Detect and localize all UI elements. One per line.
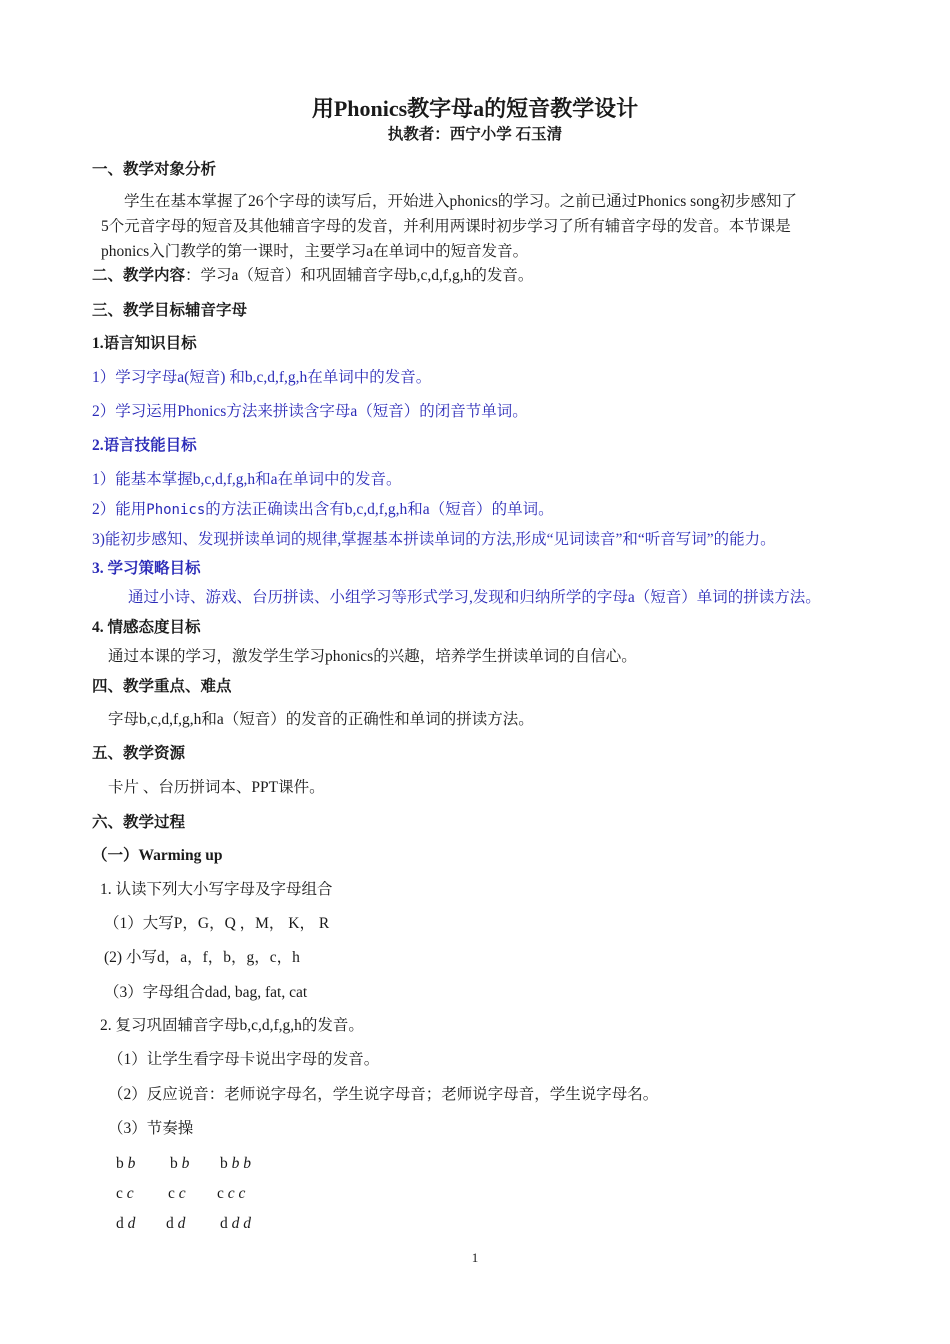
- section-2-text: ：学习a（短音）和巩固辅音字母b,c,d,f,g,h的发音。: [185, 267, 534, 284]
- chant-letter: d d d: [220, 1215, 251, 1232]
- process-subitem: （3）字母组合dad, bag, fat, cat: [104, 984, 308, 1001]
- section-heading-1: 一、教学对象分析: [92, 161, 217, 178]
- goal-item: 2）学习运用Phonics方法来拼读含字母a（短音）的闭音节单词。: [92, 403, 528, 420]
- goal-heading-skills: 2.语言技能目标: [92, 437, 197, 454]
- process-subitem: （3）节奏操: [108, 1120, 194, 1137]
- section-heading-5: 五、教学资源: [92, 745, 186, 762]
- process-subitem: （2）反应说音：老师说字母名，学生说字母音；老师说字母音，学生说字母名。: [108, 1086, 659, 1103]
- section-heading-2: 二、教学内容: [92, 267, 186, 284]
- chant-letter: c c: [168, 1185, 186, 1202]
- goal-heading-strategy: 3. 学习策略目标: [92, 560, 201, 577]
- chant-letter: d d: [166, 1215, 186, 1232]
- goal-item: [92, 500, 554, 520]
- paragraph-line: phonics入门教学的第一课时，主要学习a在单词中的短音发音。: [101, 243, 529, 260]
- section-4-text: 字母b,c,d,f,g,h和a（短音）的发音的正确性和单词的拼读方法。: [108, 711, 534, 728]
- section-5-text: 卡片 、台历拼词本、PPT课件。: [108, 779, 325, 796]
- goal-heading-attitude: 4. 情感态度目标: [92, 619, 201, 636]
- chant-letter: c c: [116, 1185, 134, 1202]
- chant-letter: b b: [170, 1155, 190, 1172]
- goal-item-part: Phonics: [146, 502, 206, 518]
- paragraph-line: 学生在基本掌握了26个字母的读写后，开始进入phonics的学习。之前已通过Phonics song初步感知了: [124, 193, 797, 210]
- document-title: 用Phonics教字母a的短音教学设计: [311, 96, 639, 121]
- section-heading-4: 四、教学重点、难点: [92, 678, 232, 695]
- process-item: 2. 复习巩固辅音字母b,c,d,f,g,h的发音。: [100, 1017, 364, 1034]
- goal-text: 通过本课的学习，激发学生学习phonics的兴趣，培养学生拼读单词的自信心。: [108, 648, 637, 665]
- chant-letter: d d: [116, 1215, 136, 1232]
- process-subitem: (2) 小写d，a，f，b，g，c，h: [104, 949, 300, 966]
- section-heading-3: 三、教学目标辅音字母: [92, 302, 248, 319]
- chant-letter: b b b: [220, 1155, 251, 1172]
- page-number: 1: [471, 1250, 479, 1265]
- author-line: 执教者：西宁小学 石玉清: [387, 126, 563, 143]
- subsection-heading: （一）Warming up: [92, 847, 223, 864]
- paragraph-line: 5个元音字母的短音及其他辅音字母的发音，并利用两课时初步学习了所有辅音字母的发音。本节课是: [101, 218, 791, 235]
- goal-item-part: 的方法正确读出含有b,c,d,f,g,h和a（短音）的单词。: [205, 501, 554, 518]
- goal-text: 通过小诗、游戏、台历拼读、小组学习等形式学习,发现和归纳所学的字母a（短音）单词的拼读方法。: [128, 589, 821, 606]
- goal-item: 1）学习字母a(短音) 和b,c,d,f,g,h在单词中的发音。: [92, 369, 432, 386]
- chant-letter: b b: [116, 1155, 136, 1172]
- process-subitem: （1）大写P，G，Q ，M， K， R: [104, 915, 330, 932]
- section-2-line: [92, 266, 533, 286]
- goal-item-part: 2）能用: [92, 501, 147, 518]
- process-subitem: （1）让学生看字母卡说出字母的发音。: [108, 1051, 380, 1068]
- process-item: 1. 认读下列大小写字母及字母组合: [100, 881, 333, 898]
- goal-heading-knowledge: 1.语言知识目标: [92, 335, 197, 352]
- section-heading-6: 六、教学过程: [92, 814, 186, 831]
- goal-item: 1）能基本掌握b,c,d,f,g,h和a在单词中的发音。: [92, 471, 402, 488]
- chant-letter: c c c: [217, 1185, 246, 1202]
- goal-item: 3)能初步感知、发现拼读单词的规律,掌握基本拼读单词的方法,形成“见词读音”和“听音写词”的能力。: [92, 531, 776, 548]
